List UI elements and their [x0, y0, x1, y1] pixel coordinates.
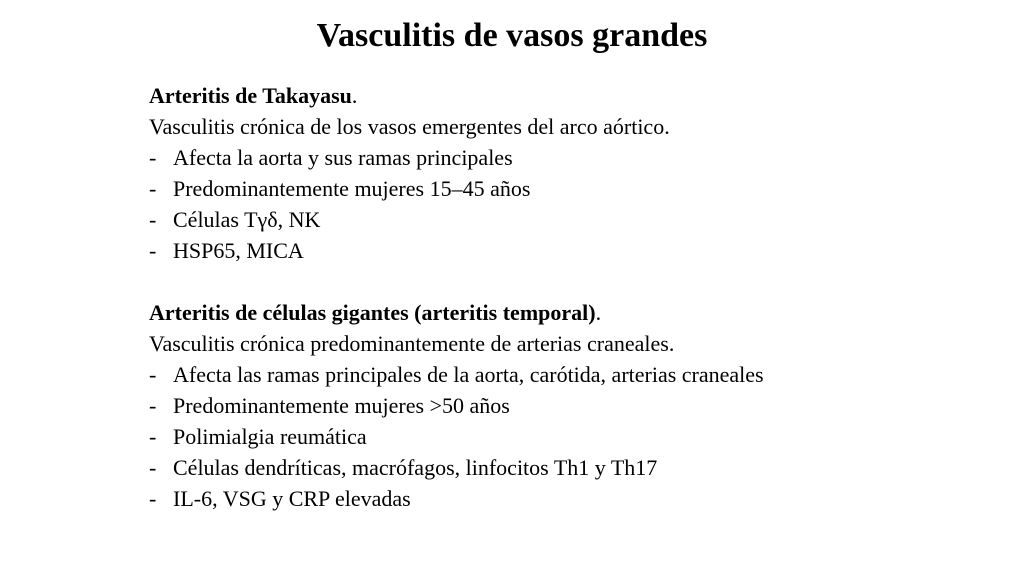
slide-body: [149, 80, 969, 514]
bullet-marker: -: [149, 238, 157, 263]
bullet-marker: -: [149, 424, 157, 449]
bullet-item: [149, 142, 969, 173]
heading-text: Arteritis de células gigantes (arteritis temporal): [149, 300, 596, 325]
bullet-item: [149, 204, 969, 235]
heading-text: Arteritis de Takayasu: [149, 83, 352, 108]
bullet-marker: -: [149, 207, 157, 232]
bullet-text: Afecta la aorta y sus ramas principales: [173, 145, 513, 170]
section-heading-takayasu: [149, 80, 969, 111]
bullet-marker: -: [149, 362, 157, 387]
slide-title: Vasculitis de vasos grandes: [316, 17, 708, 54]
bullet-item: [149, 173, 969, 204]
bullet-text: Polimialgia reumática: [173, 424, 367, 449]
bullet-marker: -: [149, 145, 157, 170]
heading-period: .: [351, 83, 358, 108]
bullet-text: Células Tγδ, NK: [173, 207, 321, 232]
bullet-marker: -: [149, 455, 157, 480]
bullet-item: [149, 452, 969, 483]
bullet-item: [149, 483, 969, 514]
bullet-text: Predominantemente mujeres >50 años: [173, 393, 510, 418]
bullet-marker: -: [149, 393, 157, 418]
heading-period: .: [595, 300, 602, 325]
bullet-item: [149, 235, 969, 266]
bullet-text: HSP65, MICA: [173, 238, 304, 263]
bullet-marker: -: [149, 486, 157, 511]
bullet-item: [149, 359, 969, 390]
bullet-text: Afecta las ramas principales de la aorta, carótida, arterias craneales: [173, 362, 764, 387]
section-spacer: [149, 266, 969, 297]
section-description-takayasu: Vasculitis crónica de los vasos emergentes del arco aórtico.: [149, 114, 670, 139]
bullet-text: Predominantemente mujeres 15–45 años: [173, 176, 531, 201]
bullet-marker: -: [149, 176, 157, 201]
bullet-item: [149, 421, 969, 452]
section-heading-giant-cell: [149, 297, 969, 328]
section-description-giant-cell: Vasculitis crónica predominantemente de arterias craneales.: [149, 331, 675, 356]
bullet-text: IL-6, VSG y CRP elevadas: [173, 486, 411, 511]
bullet-text: Células dendríticas, macrófagos, linfocitos Th1 y Th17: [173, 455, 658, 480]
bullet-item: [149, 390, 969, 421]
